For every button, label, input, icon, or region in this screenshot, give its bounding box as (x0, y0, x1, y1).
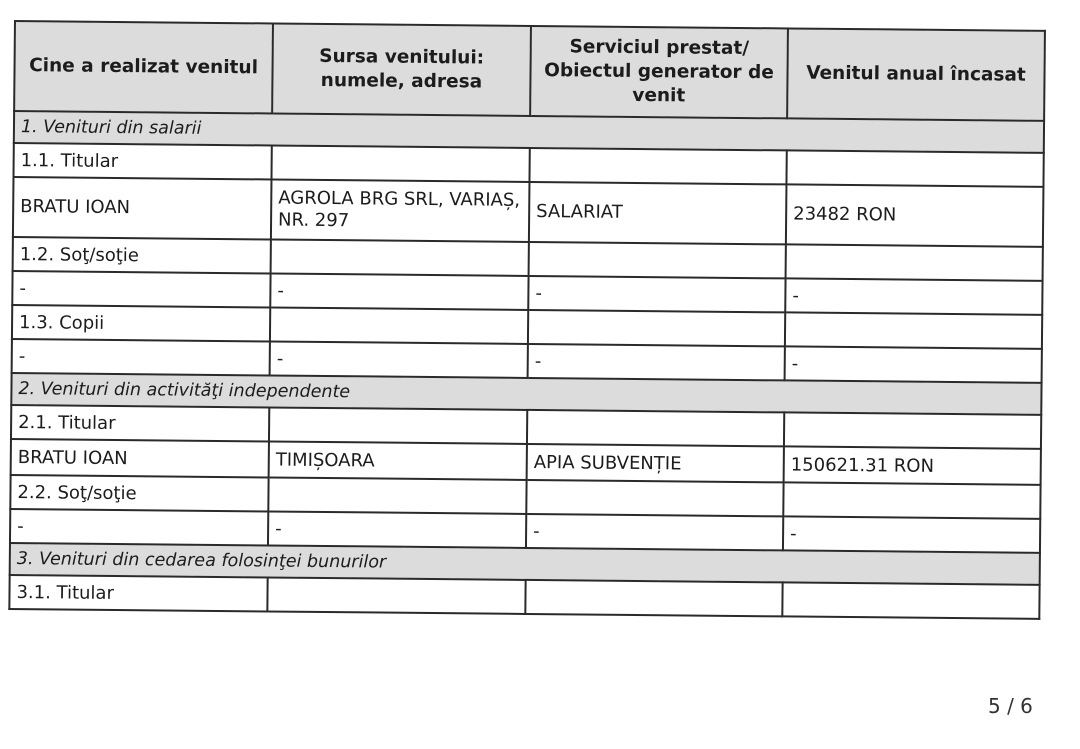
service-cell: - (528, 344, 785, 380)
income-cell: 150621.31 RON (784, 446, 1041, 484)
earner-cell: BRATU IOAN (11, 439, 269, 477)
header-source: Sursa venitului: numele, adresa (272, 23, 531, 115)
document-page (8, 20, 1044, 620)
service-cell: APIA SUBVENȚIE (527, 444, 784, 482)
income-table (8, 20, 1046, 620)
group-label: 1.3. Copii (12, 305, 270, 341)
page-number: 5 / 6 (988, 694, 1033, 718)
header-row (14, 21, 1045, 121)
service-cell: - (528, 276, 785, 312)
header-service: Serviciul prestat/ Obiectul generator de venit (530, 26, 788, 118)
section-title: 1. Venituri din salarii (14, 111, 1044, 153)
group-label: 1.2. Soţ/soţie (13, 237, 271, 273)
source-cell: TIMIȘOARA (269, 441, 527, 479)
income-cell: - (785, 346, 1042, 382)
income-cell: - (785, 278, 1042, 314)
earner-cell: - (10, 509, 268, 545)
earner-cell: - (12, 271, 270, 307)
group-label: 2.2. Soţ/soţie (10, 475, 268, 511)
income-cell: - (783, 516, 1040, 552)
table-row (13, 177, 1044, 247)
group-label: 3.1. Titular (9, 575, 267, 611)
source-cell: AGROLA BRG SRL, VARIAȘ, NR. 297 (271, 179, 530, 241)
income-cell: 23482 RON (786, 184, 1044, 246)
group-label: 1.1. Titular (13, 143, 271, 179)
service-cell: SALARIAT (529, 182, 787, 244)
section-title: 3. Venituri din cedarea folosinţei bunurilor (10, 543, 1040, 585)
group-label: 2.1. Titular (11, 405, 269, 441)
section-title: 2. Venituri din activităţi independente (11, 373, 1041, 415)
header-earner: Cine a realizat venitul (14, 21, 273, 113)
service-cell: - (526, 514, 783, 550)
source-cell: - (270, 273, 528, 309)
source-cell: - (270, 341, 528, 377)
header-annual-income: Venitul anual încasat (787, 28, 1045, 120)
source-cell: - (268, 511, 526, 547)
earner-cell: - (12, 339, 270, 375)
earner-cell: BRATU IOAN (13, 177, 272, 239)
